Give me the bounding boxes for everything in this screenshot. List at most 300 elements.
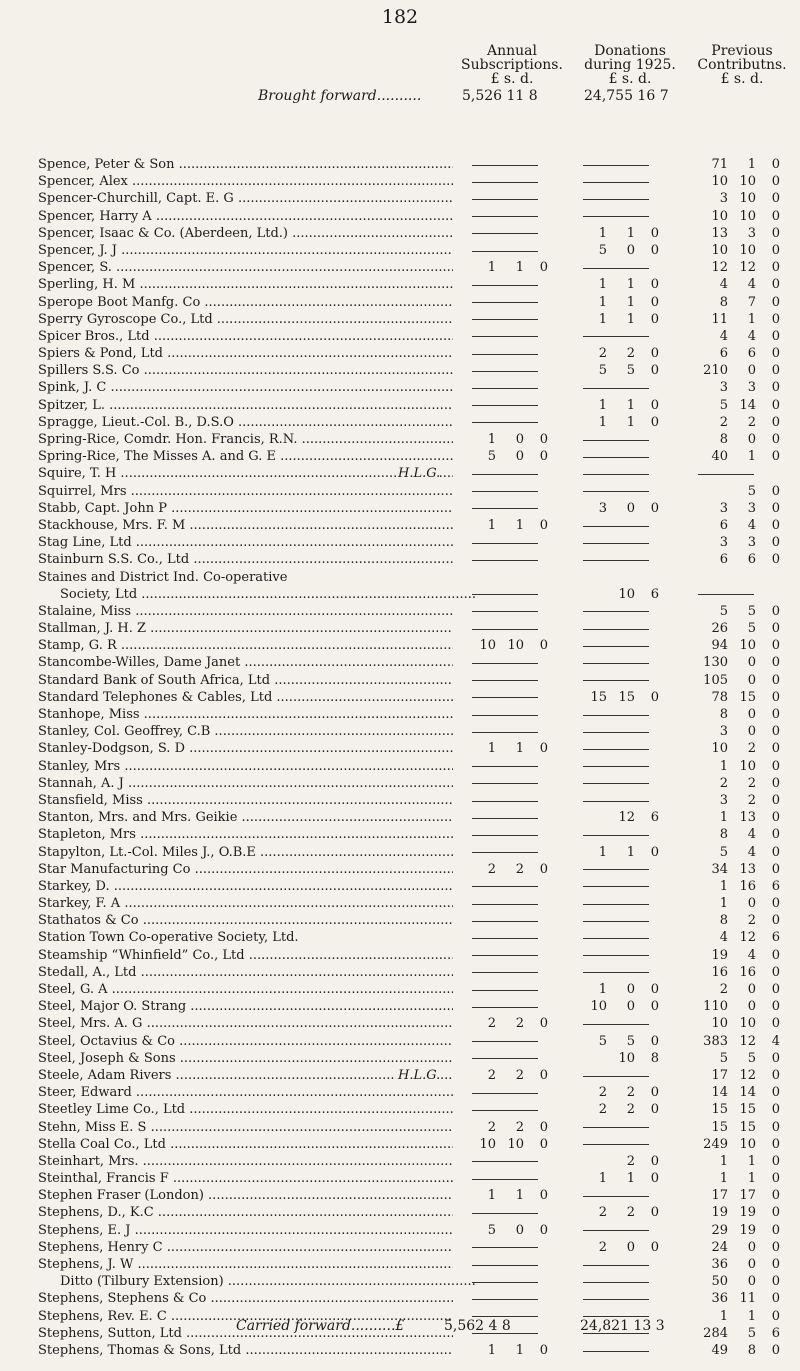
list-item [0, 1342, 800, 1359]
subscriber-name-text: Stamp, G. R [38, 638, 117, 654]
subscriber-name [38, 551, 453, 568]
list-item [0, 895, 800, 912]
annual-cell [462, 947, 562, 964]
blank-dash [583, 1282, 649, 1283]
donations-cell [573, 328, 673, 345]
list-item [0, 947, 800, 964]
blank-dash [472, 594, 538, 595]
previous-pence: 0 [771, 1136, 780, 1152]
previous-cell [694, 1187, 794, 1204]
blank-dash [583, 938, 649, 939]
donations-shillings: 1 [626, 414, 635, 430]
previous-pounds: 5 [719, 1050, 728, 1066]
donations-shillings: 1 [626, 311, 635, 327]
previous-shillings: 3 [747, 225, 756, 241]
subscriber-name [38, 1256, 453, 1273]
previous-cell [694, 1204, 794, 1221]
list-item [0, 689, 800, 706]
donations-cell [573, 586, 673, 603]
donations-cell [573, 809, 673, 826]
previous-pence: 0 [771, 363, 780, 379]
previous-shillings: 0 [747, 896, 756, 912]
previous-cell [694, 1119, 794, 1136]
annual-cell [462, 1101, 562, 1118]
blank-dash [472, 1299, 538, 1300]
blank-dash [583, 869, 649, 870]
subscriber-name-text: Spence, Peter & Son [38, 157, 175, 172]
previous-pence: 0 [771, 1085, 780, 1101]
previous-pounds: 29 [711, 1222, 728, 1238]
blank-dash [583, 1316, 649, 1317]
previous-pounds: 17 [711, 1188, 728, 1204]
subscriber-name [38, 276, 453, 293]
annual-pounds: 1 [487, 432, 496, 447]
subscriber-name [38, 672, 453, 689]
previous-pounds: 1 [719, 758, 728, 774]
annual-pounds: 5 [487, 1222, 496, 1238]
blank-dash [472, 1179, 538, 1180]
blank-dash [472, 199, 538, 200]
blank-dash [472, 611, 538, 612]
previous-shillings: 1 [747, 1171, 756, 1187]
previous-pence: 4 [771, 1033, 780, 1049]
subscriber-name [38, 775, 453, 792]
subscriber-name [38, 1050, 453, 1067]
blank-dash [583, 680, 649, 681]
annual-pounds: 1 [487, 1188, 496, 1204]
blank-dash [583, 526, 649, 527]
donations-pounds: 2 [598, 1102, 607, 1118]
previous-pence: 0 [771, 655, 780, 671]
blank-dash [472, 904, 538, 905]
list-item [0, 259, 800, 276]
list-item [0, 276, 800, 293]
previous-shillings: 11 [739, 1291, 756, 1307]
subscriber-name [38, 1187, 453, 1204]
annual-cell [462, 1290, 562, 1307]
previous-shillings: 14 [739, 1085, 756, 1101]
previous-pence: 0 [771, 535, 780, 551]
previous-pence: 0 [771, 1205, 780, 1221]
blank-dash [472, 955, 538, 956]
blank-dash [583, 165, 649, 166]
blank-dash [472, 629, 538, 630]
previous-cell [694, 208, 794, 225]
donations-pence: 0 [650, 1102, 659, 1118]
previous-cell [694, 998, 794, 1015]
list-item [0, 740, 800, 757]
previous-pence: 0 [771, 500, 780, 516]
list-item [0, 517, 800, 534]
subscriber-name-text: Station Town Co-operative Society, Ltd. [38, 930, 299, 946]
donations-cell [573, 1170, 673, 1187]
annual-cell [462, 981, 562, 998]
previous-pounds: 94 [711, 638, 728, 654]
subscriber-name [38, 1067, 453, 1084]
previous-pounds: 105 [703, 672, 728, 688]
blank-dash [472, 560, 538, 561]
blank-dash [583, 560, 649, 561]
previous-shillings: 5 [747, 621, 756, 637]
donations-pence: 0 [650, 225, 659, 241]
donations-pence: 0 [650, 844, 659, 860]
annual-cell [462, 551, 562, 568]
previous-cell [694, 895, 794, 912]
previous-shillings: 3 [747, 500, 756, 516]
blank-dash [472, 508, 538, 509]
list-item [0, 465, 800, 482]
list-item [0, 775, 800, 792]
previous-pounds: 5 [719, 844, 728, 860]
previous-cell [694, 190, 794, 207]
donations-cell [573, 740, 673, 757]
blank-dash [472, 251, 538, 252]
annual-cell [462, 1170, 562, 1187]
donations-cell [573, 861, 673, 878]
annual-cell [462, 1342, 562, 1359]
annual-pence: 0 [539, 1188, 548, 1204]
previous-pounds: 19 [711, 947, 728, 963]
list-item [0, 242, 800, 259]
previous-shillings: 19 [739, 1205, 756, 1221]
subscriber-name [38, 1015, 453, 1032]
annual-shillings: 1 [515, 741, 524, 757]
previous-cell [694, 1067, 794, 1084]
annual-shillings: 10 [507, 1136, 524, 1152]
blank-dash [583, 543, 649, 544]
blank-dash [472, 405, 538, 406]
subscriber-name-text: Spencer, J. J [38, 242, 117, 258]
previous-cell [694, 912, 794, 929]
previous-cell [694, 1033, 794, 1050]
annual-pounds: 5 [487, 449, 496, 465]
previous-shillings: 10 [739, 638, 756, 654]
annual-cell [462, 964, 562, 981]
list-item [0, 311, 800, 328]
subscriber-name-text: Steele, Adam Rivers [38, 1067, 172, 1083]
subscriber-name-text: Steer, Edward [38, 1085, 132, 1101]
annual-cell [462, 809, 562, 826]
brought-forward-donations: 24,755 16 7 [584, 88, 669, 104]
donations-cell [573, 1342, 673, 1359]
subscriber-name-text: Spillers S.S. Co [38, 363, 140, 379]
previous-cell [694, 1256, 794, 1273]
donations-pence: 0 [650, 397, 659, 413]
subscriber-name-text: Stephen Fraser (London) [38, 1188, 204, 1204]
previous-shillings: 13 [739, 861, 756, 877]
previous-shillings: 12 [739, 930, 756, 946]
previous-shillings: 4 [747, 827, 756, 843]
donations-cell [573, 225, 673, 242]
annual-cell [462, 345, 562, 362]
annual-cell [462, 706, 562, 723]
subscriber-name-text: Steel, Joseph & Sons [38, 1050, 176, 1066]
previous-shillings: 1 [747, 1153, 756, 1169]
subscriber-name [38, 1136, 453, 1153]
annual-cell [462, 861, 562, 878]
donations-cell [573, 551, 673, 568]
blank-dash [583, 766, 649, 767]
list-item [0, 1015, 800, 1032]
previous-cell [694, 964, 794, 981]
previous-shillings: 1 [747, 157, 756, 172]
donations-shillings: 2 [626, 346, 635, 362]
previous-cell [694, 775, 794, 792]
subscriber-name-text: Stainburn S.S. Co., Ltd [38, 552, 190, 568]
subscriber-name [38, 895, 453, 912]
previous-shillings: 4 [747, 947, 756, 963]
annual-cell [462, 311, 562, 328]
blank-dash [472, 216, 538, 217]
previous-pounds: 6 [719, 346, 728, 362]
previous-pounds: 10 [711, 1016, 728, 1032]
annual-pence: 0 [539, 638, 548, 654]
donations-pence: 0 [650, 1153, 659, 1169]
previous-pence: 0 [771, 191, 780, 207]
previous-shillings: 0 [747, 1257, 756, 1272]
currency-units: £ s. d. [490, 71, 534, 87]
list-item [0, 1222, 800, 1239]
previous-pence: 0 [771, 1274, 780, 1290]
donations-cell [573, 448, 673, 465]
previous-shillings: 7 [747, 294, 756, 310]
previous-shillings: 0 [747, 982, 756, 997]
donations-cell [573, 1222, 673, 1239]
previous-pence: 0 [771, 346, 780, 362]
donations-pence: 0 [650, 414, 659, 430]
previous-pence: 0 [771, 913, 780, 929]
donations-cell [573, 758, 673, 775]
donations-cell [573, 294, 673, 311]
subscriber-name [38, 208, 453, 225]
previous-pence: 0 [771, 1308, 780, 1324]
previous-pounds: 1 [719, 1153, 728, 1169]
previous-pence: 6 [771, 930, 780, 946]
subscriber-name [38, 362, 453, 379]
subscriber-name [38, 259, 453, 276]
previous-pounds: 2 [719, 775, 728, 791]
previous-shillings: 3 [747, 535, 756, 551]
subscriber-name-text: Stag Line, Ltd [38, 535, 132, 551]
previous-pounds: 6 [719, 552, 728, 568]
blank-dash [472, 697, 538, 698]
annual-cell [462, 208, 562, 225]
blank-dash [583, 801, 649, 802]
annual-cell [462, 929, 562, 946]
annual-cell [462, 156, 562, 173]
subscriber-name [38, 654, 453, 671]
subscriber-name [38, 706, 453, 723]
blank-dash [472, 990, 538, 991]
subscriber-name-text: Stanton, Mrs. and Mrs. Geikie [38, 810, 238, 826]
previous-pence: 0 [771, 1102, 780, 1118]
previous-pounds: 5 [719, 397, 728, 413]
subscriber-name-text: Steamship “Whinfield” Co., Ltd [38, 947, 245, 963]
annual-cell [462, 465, 562, 482]
annual-pence: 0 [539, 432, 548, 447]
blank-dash [583, 1144, 649, 1145]
previous-shillings: 12 [739, 1033, 756, 1049]
donations-pence: 0 [650, 277, 659, 293]
annual-cell [462, 586, 562, 603]
donations-cell [573, 929, 673, 946]
annual-cell [462, 826, 562, 843]
previous-shillings: 6 [747, 346, 756, 362]
donations-shillings: 1 [626, 277, 635, 293]
donations-cell [573, 1153, 673, 1170]
subscriber-name [38, 448, 453, 465]
blank-dash [583, 732, 649, 733]
blank-dash [472, 1161, 538, 1162]
blank-dash [583, 388, 649, 389]
previous-pence: 0 [771, 810, 780, 826]
previous-shillings: 10 [739, 208, 756, 224]
previous-pounds: 249 [703, 1136, 728, 1152]
previous-pounds: 3 [719, 500, 728, 516]
subscriber-name-text: Stancombe-Willes, Dame Janet [38, 655, 241, 671]
previous-shillings: 4 [747, 277, 756, 293]
previous-pounds: 284 [703, 1325, 728, 1341]
blank-dash [472, 1058, 538, 1059]
annual-pounds: 10 [479, 638, 496, 654]
previous-cell [694, 1153, 794, 1170]
donations-pence: 0 [650, 346, 659, 362]
donations-cell [573, 620, 673, 637]
blank-dash [583, 1076, 649, 1077]
previous-pounds: 13 [711, 225, 728, 241]
donations-cell [573, 397, 673, 414]
annual-shillings: 1 [515, 1342, 524, 1358]
previous-pence: 0 [771, 1222, 780, 1238]
donations-cell [573, 1067, 673, 1084]
donations-pounds: 1 [598, 311, 607, 327]
list-item [0, 1170, 800, 1187]
previous-pence: 0 [771, 896, 780, 912]
annual-pence: 0 [539, 1342, 548, 1358]
blank-dash [472, 1110, 538, 1111]
list-item [0, 620, 800, 637]
donations-shillings: 0 [626, 1239, 635, 1255]
annual-cell [462, 500, 562, 517]
previous-pounds: 10 [711, 242, 728, 258]
subscriber-name [38, 947, 453, 964]
annual-shillings: 0 [515, 449, 524, 465]
donations-cell [573, 964, 673, 981]
previous-shillings: 10 [739, 758, 756, 774]
subscriber-name-text: Stanley, Col. Geoffrey, C.B [38, 724, 211, 740]
annual-pence: 0 [539, 260, 548, 276]
blank-dash [583, 1299, 649, 1300]
list-item [0, 483, 800, 500]
previous-pence: 0 [771, 1188, 780, 1204]
annual-pounds: 2 [487, 861, 496, 877]
blank-dash [472, 680, 538, 681]
list-item [0, 1101, 800, 1118]
annual-cell [462, 1015, 562, 1032]
previous-pence: 0 [771, 1016, 780, 1032]
blank-dash [472, 474, 538, 475]
subscriber-name [38, 294, 453, 311]
subscriber-name-text: Steel, Octavius & Co [38, 1033, 176, 1049]
list-item [0, 981, 800, 998]
previous-pence: 0 [771, 414, 780, 430]
subscriber-name-text: Stedall, A., Ltd [38, 964, 137, 980]
previous-cell [694, 878, 794, 895]
previous-shillings: 0 [747, 707, 756, 722]
annual-cell [462, 1136, 562, 1153]
donations-cell [573, 689, 673, 706]
brought-forward-annual: 5,526 11 8 [462, 88, 538, 104]
subscriber-name-text: Stalaine, Miss [38, 603, 132, 619]
annual-pence: 0 [539, 517, 548, 533]
previous-shillings: 10 [739, 242, 756, 258]
donations-cell [573, 1187, 673, 1204]
donations-cell [573, 1290, 673, 1307]
donations-cell [573, 534, 673, 551]
previous-pence: 0 [771, 741, 780, 757]
previous-pounds: 4 [719, 328, 728, 344]
donations-cell [573, 276, 673, 293]
donations-shillings: 0 [626, 982, 635, 997]
annual-pounds: 1 [487, 1342, 496, 1358]
annual-cell [462, 190, 562, 207]
subscriber-name-text: Steetley Lime Co., Ltd [38, 1102, 186, 1118]
previous-pence: 6 [771, 1325, 780, 1341]
annual-pounds: 10 [479, 1136, 496, 1152]
subscriber-name-text: Standard Bank of South Africa, Ltd [38, 672, 271, 688]
donations-shillings: 2 [626, 1153, 635, 1169]
donations-cell [573, 912, 673, 929]
donations-cell [573, 431, 673, 448]
previous-pounds: 36 [711, 1291, 728, 1307]
annual-cell [462, 1222, 562, 1239]
donations-pence: 0 [650, 500, 659, 516]
list-item [0, 878, 800, 895]
previous-shillings: 2 [747, 741, 756, 757]
list-item [0, 603, 800, 620]
list-item [0, 929, 800, 946]
donations-pence: 8 [650, 1050, 659, 1066]
previous-shillings: 6 [747, 552, 756, 568]
annual-cell [462, 672, 562, 689]
annual-cell [462, 379, 562, 396]
donations-cell [573, 465, 673, 482]
previous-shillings: 4 [747, 328, 756, 344]
subscriber-name [38, 929, 453, 946]
previous-cell [694, 1050, 794, 1067]
brought-forward-label: Brought forward.......... [258, 88, 422, 104]
subscriber-name-text: Spring-Rice, The Misses A. and G. E [38, 449, 276, 465]
previous-cell [694, 328, 794, 345]
list-item [0, 569, 800, 586]
list-item [0, 431, 800, 448]
header-line: Subscriptions. [461, 57, 563, 73]
annual-pence: 0 [539, 1067, 548, 1083]
blank-dash [472, 783, 538, 784]
list-item [0, 861, 800, 878]
blank-dash [583, 955, 649, 956]
previous-pounds: 383 [703, 1033, 728, 1049]
previous-shillings: 5 [747, 483, 756, 499]
subscriber-name [38, 414, 453, 431]
subscriber-name-text: Steel, Mrs. A. G [38, 1016, 143, 1032]
previous-shillings: 8 [747, 1342, 756, 1358]
subscriber-name [60, 586, 475, 603]
annual-shillings: 0 [515, 1222, 524, 1238]
subscriber-name [38, 345, 453, 362]
donations-pounds: 2 [598, 1085, 607, 1101]
previous-cell [694, 620, 794, 637]
